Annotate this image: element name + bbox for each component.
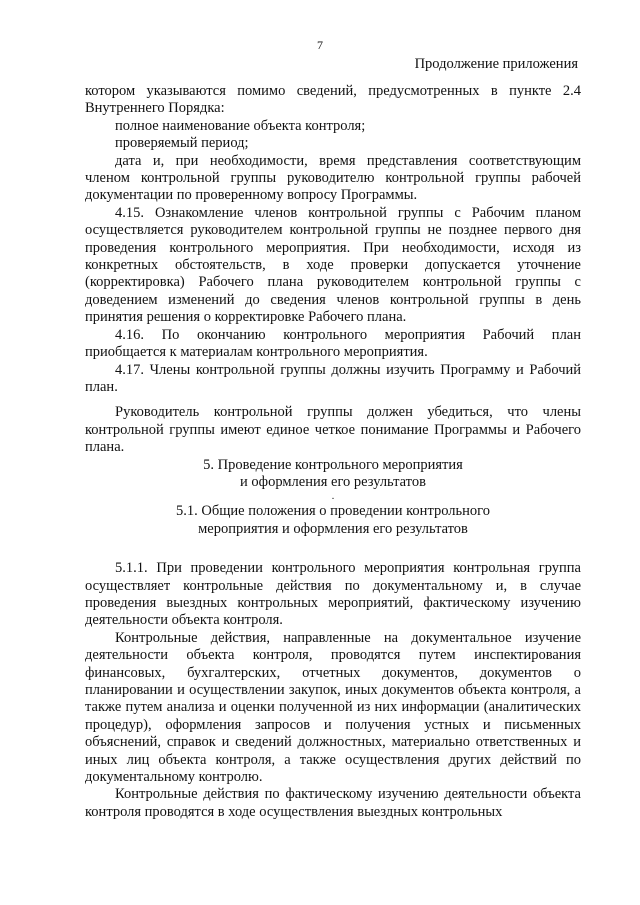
paragraph: Контрольные действия по фактическому изучению деятельности объекта контроля проводятся в ходе осуществления выездных контрольных <box>85 786 581 820</box>
paragraph: Контрольные действия, направленные на документальное изучение деятельности объекта контроля, проводятся путем инспектирования финансовых, бухгалтерских, отчетных документов, документов о планировании и осуществлении закупок, иных документов объекта контроля, а также путем анализа и оценки полученной из них информации (аналитических процедур), оформления запросов и получения устных и письменных объяснений, справок и сведений должностных, материально ответственных и иных лиц объекта контроля, а также осуществления других действий по документальному контролю. <box>85 629 581 786</box>
paragraph: полное наименование объекта контроля; <box>115 117 366 134</box>
document-body <box>85 83 581 821</box>
paragraph: проверяемый период; <box>115 135 249 152</box>
paragraph: котором указываются помимо сведений, предусмотренных в пункте 2.4 Внутреннего Порядка: <box>85 83 581 117</box>
section-heading-line: и оформления его результатов <box>240 473 426 490</box>
paragraph: 5.1.1. При проведении контрольного мероприятия контрольная группа осуществляет контрольные действия по документальному и, в случае проведения выездных контрольных мероприятий, фактическому изучению деятельности объекта контроля. <box>85 560 581 629</box>
paragraph: 4.16. По окончанию контрольного мероприятия Рабочий план приобщается к материалам контрольного мероприятия. <box>85 326 581 361</box>
paragraph: 4.17. Члены контрольной группы должны изучить Программу и Рабочий план. <box>85 361 581 395</box>
paragraph: Руководитель контрольной группы должен убедиться, что члены контрольной группы имеют единое четкое понимание Программы и Рабочего плана. <box>85 404 581 456</box>
paragraph: 4.15. Ознакомление членов контрольной группы с Рабочим планом осуществляется руководителем контрольной группы не позднее первого дня проведения контрольного мероприятия. При необходимости, исходя из конкретных обстоятельств, в ходе проверки допускается уточнение (корректировка) Рабочего плана руководителем контрольной группы с доведением изменений до сведения членов контрольной группы в день принятия решения о корректировке Рабочего плана. <box>85 204 581 326</box>
page-number: 7 <box>317 38 323 52</box>
subsection-heading-line: 5.1. Общие положения о проведении контрольного <box>176 503 490 520</box>
page-header: Продолжение приложения <box>414 56 578 72</box>
subsection-heading-line: мероприятия и оформления его результатов <box>198 520 468 537</box>
paragraph: дата и, при необходимости, время представления соответствующим членом контрольной группы руководителю контрольной группы рабочей документации по проверенному вопросу Программы. <box>85 152 581 204</box>
stray-mark: . <box>331 491 335 503</box>
section-heading-line: 5. Проведение контрольного мероприятия <box>203 456 463 473</box>
